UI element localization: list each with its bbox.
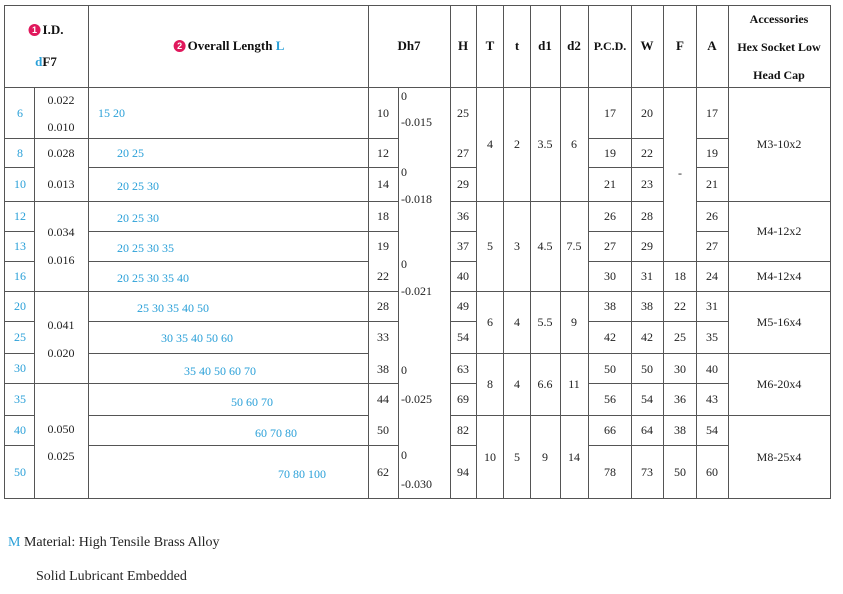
pcd-cell: 50 bbox=[604, 362, 616, 376]
table-border bbox=[830, 5, 831, 499]
h-cell: 54 bbox=[457, 330, 469, 344]
t-cell: 5 bbox=[514, 450, 520, 464]
h-cell: 69 bbox=[457, 392, 469, 406]
w-cell: 73 bbox=[641, 465, 653, 479]
pcd-cell: 21 bbox=[604, 177, 616, 191]
overall-length-symbol: L bbox=[275, 38, 285, 53]
a-cell: 21 bbox=[706, 177, 718, 191]
a-cell: 27 bbox=[706, 239, 718, 253]
table-border bbox=[450, 383, 476, 384]
t-cell: 2 bbox=[514, 137, 520, 151]
table-border bbox=[588, 321, 728, 322]
a-cell: 43 bbox=[706, 392, 718, 406]
table-border bbox=[4, 138, 398, 139]
T-cell: 5 bbox=[487, 239, 493, 253]
length-cell: 20 25 30 35 bbox=[117, 241, 174, 255]
length-cell: 20 25 30 bbox=[117, 179, 159, 193]
table-border bbox=[560, 5, 561, 499]
table-border bbox=[4, 167, 34, 168]
f-cell: 36 bbox=[674, 392, 686, 406]
accessories-header-line1: Accessories bbox=[749, 12, 809, 26]
pcd-cell: 30 bbox=[604, 269, 616, 283]
a-cell: 24 bbox=[706, 269, 718, 283]
accessory-cell: M5-16x4 bbox=[756, 315, 802, 329]
table-border bbox=[696, 138, 728, 139]
table-border bbox=[450, 353, 831, 354]
table-border bbox=[588, 138, 663, 139]
table-border bbox=[4, 445, 34, 446]
a-cell: 31 bbox=[706, 299, 718, 313]
w-cell: 38 bbox=[641, 299, 653, 313]
id-cell: 12 bbox=[14, 209, 26, 223]
material-text: Material: High Tensile Brass Alloy bbox=[23, 535, 220, 550]
table-border bbox=[4, 383, 398, 384]
length-cell: 20 25 bbox=[117, 146, 144, 160]
t-header: t bbox=[514, 38, 520, 53]
pcd-cell: 42 bbox=[604, 330, 616, 344]
T-cell: 6 bbox=[487, 315, 493, 329]
badge-1-icon: 1 bbox=[29, 24, 41, 36]
table-border bbox=[588, 445, 728, 446]
material-mark: M bbox=[8, 535, 21, 550]
df7-prefix: d bbox=[35, 54, 43, 69]
w-cell: 31 bbox=[641, 269, 653, 283]
w-cell: 42 bbox=[641, 330, 653, 344]
d1-header: d1 bbox=[538, 38, 552, 53]
id-cell: 8 bbox=[17, 146, 23, 160]
table-border bbox=[450, 321, 476, 322]
df7-upper: 0.050 bbox=[47, 422, 75, 436]
dh7-lower: -0.015 bbox=[401, 115, 432, 129]
f-dash: - bbox=[678, 166, 682, 180]
table-border bbox=[696, 201, 831, 202]
pcd-header: P.C.D. bbox=[593, 39, 627, 53]
table-border bbox=[88, 321, 368, 322]
dh7-cell: 44 bbox=[377, 392, 389, 406]
accessories-header-line2: Hex Socket Low bbox=[737, 40, 821, 54]
badge-2-icon: 2 bbox=[174, 40, 186, 52]
d1-cell: 4.5 bbox=[537, 239, 553, 253]
table-border bbox=[88, 353, 368, 354]
table-border bbox=[88, 261, 368, 262]
table-border bbox=[368, 5, 369, 499]
id-label: I.D. bbox=[42, 22, 64, 37]
dh7-cell: 14 bbox=[377, 177, 389, 191]
pcd-cell: 17 bbox=[604, 106, 616, 120]
a-cell: 54 bbox=[706, 423, 718, 437]
id-cell: 10 bbox=[14, 177, 26, 191]
table-border bbox=[588, 5, 589, 499]
accessory-cell: M3-10x2 bbox=[756, 137, 802, 151]
T-cell: 10 bbox=[484, 450, 496, 464]
f-cell: 30 bbox=[674, 362, 686, 376]
id-cell: 40 bbox=[14, 423, 26, 437]
table-border bbox=[4, 353, 34, 354]
w-cell: 64 bbox=[641, 423, 653, 437]
h-cell: 49 bbox=[457, 299, 469, 313]
table-border bbox=[88, 231, 398, 232]
table-border bbox=[4, 261, 34, 262]
table-border bbox=[4, 5, 831, 6]
length-cell: 35 40 50 60 70 bbox=[184, 364, 256, 378]
table-border bbox=[88, 5, 89, 499]
length-cell: 60 70 80 bbox=[255, 426, 297, 440]
table-border bbox=[368, 321, 398, 322]
table-border bbox=[450, 291, 831, 292]
a-header: A bbox=[707, 38, 717, 53]
table-border bbox=[368, 445, 398, 446]
h-cell: 27 bbox=[457, 146, 469, 160]
w-cell: 20 bbox=[641, 106, 653, 120]
t-cell: 3 bbox=[514, 239, 520, 253]
dh7-upper: 0 bbox=[401, 257, 407, 271]
f-cell: 25 bbox=[674, 330, 686, 344]
pcd-cell: 38 bbox=[604, 299, 616, 313]
accessory-cell: M8-25x4 bbox=[756, 450, 802, 464]
h-cell: 40 bbox=[457, 269, 469, 283]
df7-lower: 0.020 bbox=[47, 346, 75, 360]
table-border bbox=[88, 167, 398, 168]
df7-lower: 0.010 bbox=[47, 120, 75, 134]
pcd-cell: 19 bbox=[604, 146, 616, 160]
df7-upper: 0.028 bbox=[47, 146, 75, 160]
table-border bbox=[4, 321, 34, 322]
table-border bbox=[476, 5, 477, 499]
h-cell: 63 bbox=[457, 362, 469, 376]
d2-cell: 9 bbox=[571, 315, 577, 329]
df7-lower: 0.025 bbox=[47, 449, 75, 463]
pcd-cell: 56 bbox=[604, 392, 616, 406]
pcd-cell: 27 bbox=[604, 239, 616, 253]
d2-cell: 11 bbox=[568, 377, 580, 391]
t-cell: 4 bbox=[514, 315, 520, 329]
table-border bbox=[4, 498, 831, 499]
table-border bbox=[696, 231, 728, 232]
dh7-cell: 38 bbox=[377, 362, 389, 376]
w-cell: 22 bbox=[641, 146, 653, 160]
table-border bbox=[4, 87, 831, 88]
table-border bbox=[588, 261, 831, 262]
dh7-lower: -0.030 bbox=[401, 477, 432, 491]
accessory-cell: M4-12x4 bbox=[756, 269, 802, 283]
length-cell: 30 35 40 50 60 bbox=[161, 331, 233, 345]
length-cell: 25 30 35 40 50 bbox=[137, 301, 209, 315]
d1-cell: 9 bbox=[542, 450, 548, 464]
df7-header bbox=[35, 55, 57, 69]
table-border bbox=[503, 5, 504, 499]
T-cell: 8 bbox=[487, 377, 493, 391]
table-border bbox=[450, 261, 476, 262]
lubricant-note: Solid Lubricant Embedded bbox=[36, 569, 187, 584]
id-cell: 16 bbox=[14, 269, 26, 283]
t-cell: 4 bbox=[514, 377, 520, 391]
dh7-upper: 0 bbox=[401, 165, 407, 179]
accessory-cell: M4-12x2 bbox=[756, 224, 802, 238]
h-cell: 36 bbox=[457, 209, 469, 223]
overall-length-header bbox=[174, 39, 285, 53]
table-border bbox=[530, 5, 531, 499]
f-cell: 18 bbox=[674, 269, 686, 283]
dh7-cell: 12 bbox=[377, 146, 389, 160]
dh7-lower: -0.025 bbox=[401, 392, 432, 406]
dh7-upper: 0 bbox=[401, 448, 407, 462]
a-cell: 19 bbox=[706, 146, 718, 160]
table-border bbox=[88, 445, 368, 446]
f-cell: 22 bbox=[674, 299, 686, 313]
df7-suffix: F7 bbox=[42, 54, 57, 69]
w-cell: 29 bbox=[641, 239, 653, 253]
dh7-cell: 10 bbox=[377, 106, 389, 120]
spec-table bbox=[4, 5, 831, 499]
pcd-cell: 26 bbox=[604, 209, 616, 223]
dh7-lower: -0.018 bbox=[401, 192, 432, 206]
w-cell: 23 bbox=[641, 177, 653, 191]
df7-lower: 0.016 bbox=[47, 253, 75, 267]
h-cell: 29 bbox=[457, 177, 469, 191]
table-border bbox=[450, 201, 663, 202]
d1-cell: 6.6 bbox=[537, 377, 553, 391]
id-cell: 20 bbox=[14, 299, 26, 313]
a-cell: 40 bbox=[706, 362, 718, 376]
dh7-cell: 62 bbox=[377, 465, 389, 479]
table-border bbox=[398, 87, 399, 499]
w-cell: 50 bbox=[641, 362, 653, 376]
dh7-cell: 28 bbox=[377, 299, 389, 313]
dh7-upper: 0 bbox=[401, 89, 407, 103]
table-border bbox=[588, 231, 663, 232]
w-cell: 54 bbox=[641, 392, 653, 406]
table-border bbox=[588, 167, 663, 168]
table-border bbox=[4, 291, 398, 292]
a-cell: 60 bbox=[706, 465, 718, 479]
df7-upper: 0.034 bbox=[47, 225, 75, 239]
table-border bbox=[696, 167, 728, 168]
table-border bbox=[4, 201, 398, 202]
a-cell: 17 bbox=[706, 106, 718, 120]
dh7-lower: -0.021 bbox=[401, 284, 432, 298]
table-border bbox=[4, 5, 5, 499]
material-note bbox=[8, 535, 219, 551]
dh7-header: Dh7 bbox=[397, 38, 421, 53]
length-cell: 20 25 30 bbox=[117, 211, 159, 225]
f-header: F bbox=[676, 38, 684, 53]
d2-cell: 6 bbox=[571, 137, 577, 151]
table-border bbox=[4, 415, 34, 416]
df7-upper: 0.041 bbox=[47, 318, 75, 332]
id-cell: 13 bbox=[14, 239, 26, 253]
w-header: W bbox=[640, 38, 654, 53]
dh7-cell: 50 bbox=[377, 423, 389, 437]
table-border bbox=[450, 5, 451, 499]
id-cell: 50 bbox=[14, 465, 26, 479]
length-cell: 20 25 30 35 40 bbox=[117, 271, 189, 285]
d1-cell: 5.5 bbox=[537, 315, 553, 329]
length-cell: 15 20 bbox=[98, 106, 125, 120]
a-cell: 26 bbox=[706, 209, 718, 223]
id-cell: 25 bbox=[14, 330, 26, 344]
f-cell: 38 bbox=[674, 423, 686, 437]
w-cell: 28 bbox=[641, 209, 653, 223]
pcd-cell: 78 bbox=[604, 465, 616, 479]
h-header: H bbox=[457, 38, 469, 53]
table-border bbox=[728, 5, 729, 499]
overall-length-label: Overall Length bbox=[187, 38, 273, 53]
T-header: T bbox=[485, 38, 495, 53]
df7-upper: 0.022 bbox=[47, 93, 75, 107]
h-cell: 25 bbox=[457, 106, 469, 120]
T-cell: 4 bbox=[487, 137, 493, 151]
table-border bbox=[34, 87, 35, 499]
dh7-cell: 22 bbox=[377, 269, 389, 283]
id-cell: 6 bbox=[17, 106, 23, 120]
table-border bbox=[450, 167, 476, 168]
dh7-upper: 0 bbox=[401, 363, 407, 377]
accessories-header-line3: Head Cap bbox=[753, 68, 805, 82]
table-border bbox=[450, 445, 476, 446]
accessory-cell: M6-20x4 bbox=[756, 377, 802, 391]
table-border bbox=[631, 5, 632, 499]
id-cell: 30 bbox=[14, 361, 26, 375]
dh7-cell: 19 bbox=[377, 239, 389, 253]
a-cell: 35 bbox=[706, 330, 718, 344]
dh7-cell: 33 bbox=[377, 330, 389, 344]
table-border bbox=[450, 415, 831, 416]
df7-lower: 0.013 bbox=[47, 177, 75, 191]
id-cell: 35 bbox=[14, 392, 26, 406]
h-cell: 94 bbox=[457, 465, 469, 479]
h-cell: 82 bbox=[457, 423, 469, 437]
dh7-cell: 18 bbox=[377, 209, 389, 223]
h-cell: 37 bbox=[457, 239, 469, 253]
d2-cell: 14 bbox=[568, 450, 580, 464]
table-border bbox=[4, 231, 34, 232]
table-border bbox=[663, 5, 664, 499]
table-border bbox=[450, 231, 476, 232]
table-border bbox=[88, 415, 368, 416]
length-cell: 50 60 70 bbox=[231, 395, 273, 409]
d2-header: d2 bbox=[567, 38, 581, 53]
id-header bbox=[29, 23, 64, 37]
d2-cell: 7.5 bbox=[566, 239, 582, 253]
f-cell: 50 bbox=[674, 465, 686, 479]
d1-cell: 3.5 bbox=[537, 137, 553, 151]
pcd-cell: 66 bbox=[604, 423, 616, 437]
length-cell: 70 80 100 bbox=[278, 467, 326, 481]
table-border bbox=[588, 383, 728, 384]
table-border bbox=[696, 5, 697, 499]
